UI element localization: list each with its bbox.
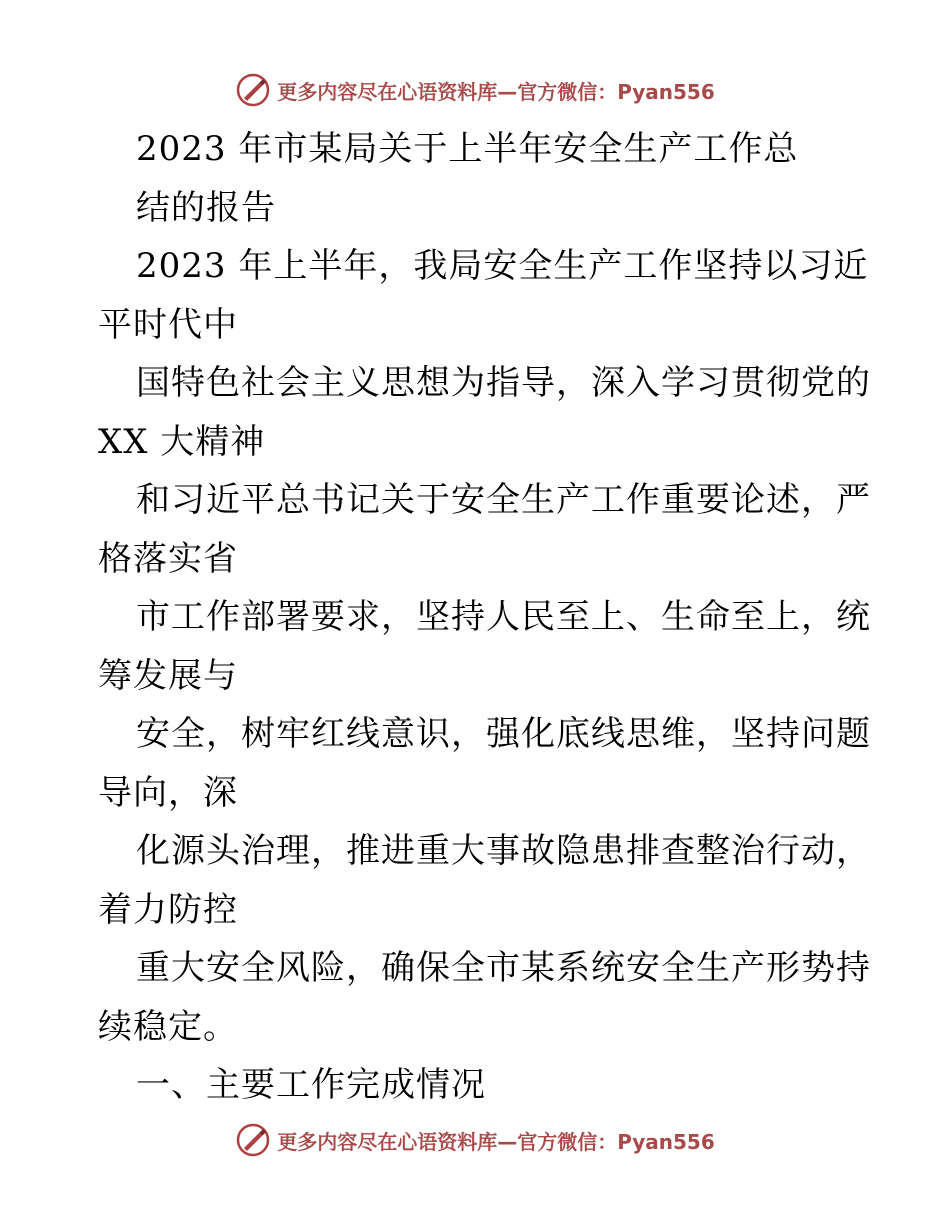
pen-logo-icon (235, 1122, 271, 1158)
footer-banner (0, 1120, 950, 1160)
paragraph-line: 平时代中 (98, 304, 238, 345)
section-heading: 一、主要工作完成情况 (136, 1065, 486, 1105)
paragraph-line: 重大安全风险，确保全市某系统安全生产形势持 (136, 948, 871, 988)
paragraph-line: XX 大精神 (98, 421, 266, 462)
header-banner (0, 70, 950, 110)
paragraph-line: 导向，深 (98, 772, 238, 813)
paragraph-line: 市工作部署要求，坚持人民至上、生命至上，统 (136, 597, 871, 637)
paragraph-line: 格落实省 (98, 538, 238, 579)
paragraph-line: 筹发展与 (98, 655, 238, 696)
doc-title-line-2: 结的报告 (136, 187, 276, 228)
header-banner-text: 更多内容尽在心语资料库—官方微信：Pyan556 (277, 79, 715, 104)
pen-logo-icon (235, 72, 271, 108)
paragraph-line: 化源头治理，推进重大事故隐患排查整治行动， (136, 831, 871, 871)
paragraph-line: 着力防控 (98, 889, 238, 930)
footer-banner-text: 更多内容尽在心语资料库—官方微信：Pyan556 (277, 1129, 715, 1154)
paragraph-line: 安全，树牢红线意识，强化底线思维，坚持问题 (136, 714, 871, 754)
document-body (98, 120, 871, 1115)
doc-title-line-1: 2023 年市某局关于上半年安全生产工作总 (136, 129, 799, 169)
paragraph-line: 和习近平总书记关于安全生产工作重要论述，严 (136, 480, 871, 520)
paragraph-line: 续稳定。 (98, 1006, 238, 1047)
paragraph-line: 2023 年上半年，我局安全生产工作坚持以习近 (136, 246, 869, 286)
paragraph-line: 国特色社会主义思想为指导，深入学习贯彻党的 (136, 363, 871, 403)
